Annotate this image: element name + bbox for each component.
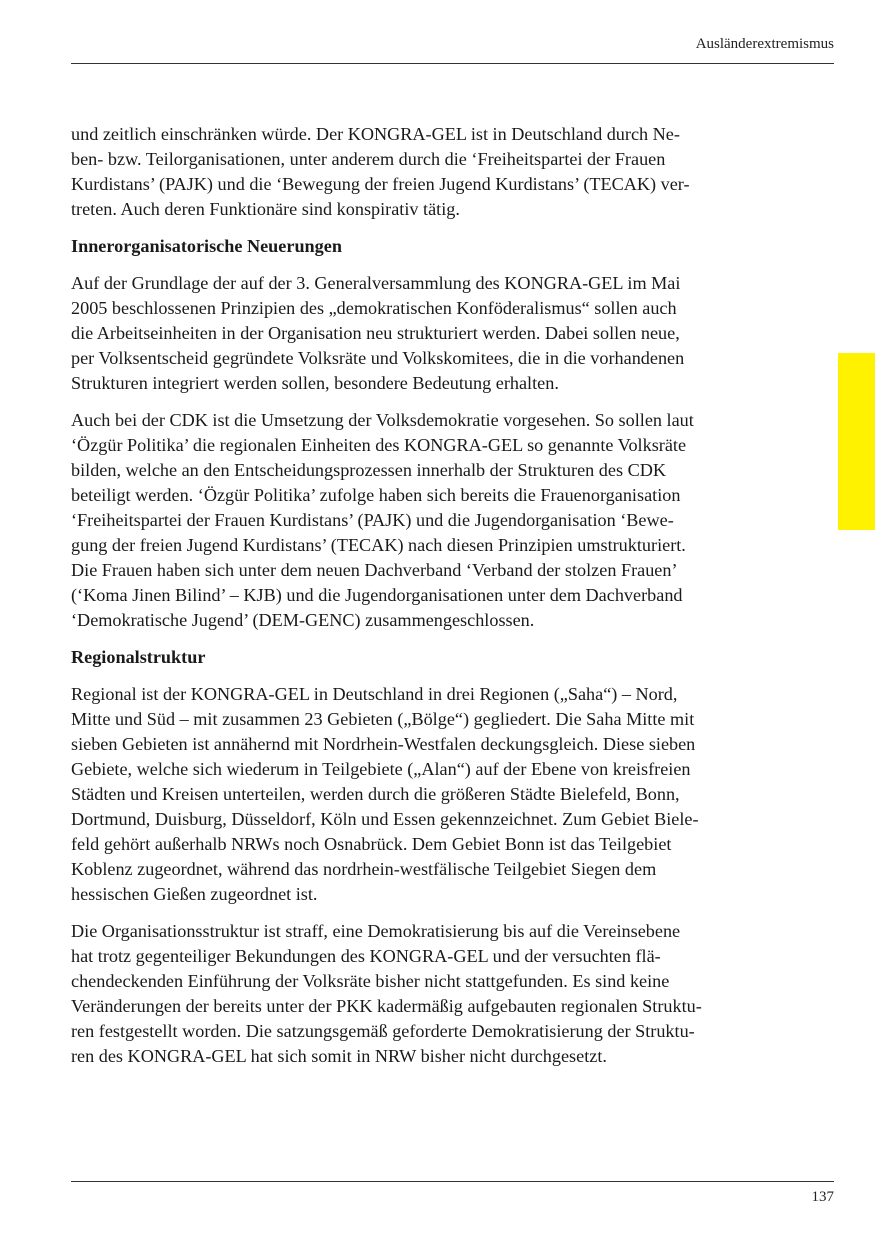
text-line: bilden, welche an den Entscheidungsprozessen innerhalb der Strukturen des CDK — [71, 460, 666, 480]
text-line: Koblenz zugeordnet, während das nordrhein-westfälische Teilgebiet Siegen dem — [71, 859, 657, 879]
text-line: ‘Demokratische Jugend’ (DEM-GENC) zusammengeschlossen. — [71, 610, 535, 630]
text-line: chendeckenden Einführung der Volksräte bisher nicht stattgefunden. Es sind keine — [71, 971, 670, 991]
text-line: Die Organisationsstruktur ist straff, eine Demokratisierung bis auf die Vereinsebene — [71, 921, 681, 941]
paragraph-3 — [71, 408, 791, 633]
text-line: per Volksentscheid gegründete Volksräte und Volkskomitees, die in die vorhandenen — [71, 348, 685, 368]
text-line: (‘Koma Jinen Bilind’ – KJB) und die Jugendorganisationen unter dem Dachverband — [71, 585, 683, 605]
text-line: und zeitlich einschränken würde. Der KONGRA-GEL ist in Deutschland durch Ne- — [71, 124, 680, 144]
text-line: ren des KONGRA-GEL hat sich somit in NRW bisher nicht durchgesetzt. — [71, 1046, 607, 1066]
section-heading-innerorganisatorische-neuerungen: Innerorganisatorische Neuerungen — [71, 236, 342, 256]
text-line: sieben Gebieten ist annähernd mit Nordrhein-Westfalen deckungsgleich. Diese sieben — [71, 734, 696, 754]
text-line: Dortmund, Duisburg, Düsseldorf, Köln und Essen gekennzeichnet. Zum Gebiet Biele- — [71, 809, 699, 829]
paragraph-4 — [71, 682, 791, 907]
text-line: Strukturen integriert werden sollen, besondere Bedeutung erhalten. — [71, 373, 559, 393]
text-line: beteiligt werden. ‘Özgür Politika’ zufolge haben sich bereits die Frauenorganisation — [71, 485, 681, 505]
page-number: 137 — [811, 1189, 834, 1205]
text-line: Veränderungen der bereits unter der PKK kadermäßig aufgebauten regionalen Struktu- — [71, 996, 702, 1016]
text-line: Kurdistans’ (PAJK) und die ‘Bewegung der freien Jugend Kurdistans’ (TECAK) ver- — [71, 174, 690, 194]
text-line: ‘Özgür Politika’ die regionalen Einheiten des KONGRA-GEL so genannte Volksräte — [71, 435, 687, 455]
text-line: Auch bei der CDK ist die Umsetzung der Volksdemokratie vorgesehen. So sollen laut — [71, 410, 694, 430]
text-line: gung der freien Jugend Kurdistans’ (TECAK) nach diesen Prinzipien umstrukturiert. — [71, 535, 686, 555]
section-heading-regionalstruktur: Regionalstruktur — [71, 647, 206, 667]
text-line: Städten und Kreisen unterteilen, werden durch die größeren Städte Bielefeld, Bonn, — [71, 784, 680, 804]
paragraph-5 — [71, 919, 791, 1069]
text-line: Regional ist der KONGRA-GEL in Deutschland in drei Regionen („Saha“) – Nord, — [71, 684, 678, 704]
paragraph-1 — [71, 122, 791, 222]
text-line: Gebiete, welche sich wiederum in Teilgebiete („Alan“) auf der Ebene von kreisfreien — [71, 759, 691, 779]
paragraph-2 — [71, 271, 791, 396]
text-line: feld gehört außerhalb NRWs noch Osnabrück. Dem Gebiet Bonn ist das Teilgebiet — [71, 834, 672, 854]
text-line: hessischen Gießen zugeordnet ist. — [71, 884, 318, 904]
page-body — [71, 122, 791, 1081]
text-line: treten. Auch deren Funktionäre sind konspirativ tätig. — [71, 199, 460, 219]
text-line: Die Frauen haben sich unter dem neuen Dachverband ‘Verband der stolzen Frauen’ — [71, 560, 678, 580]
chapter-tab-marker — [838, 353, 875, 530]
header-rule — [71, 63, 834, 64]
text-line: Mitte und Süd – mit zusammen 23 Gebieten („Bölge“) gegliedert. Die Saha Mitte mit — [71, 709, 695, 729]
footer-rule — [71, 1181, 834, 1182]
text-line: hat trotz gegenteiliger Bekundungen des KONGRA-GEL und der versuchten flä- — [71, 946, 661, 966]
text-line: ren festgestellt worden. Die satzungsgemäß geforderte Demokratisierung der Struktu- — [71, 1021, 695, 1041]
text-line: Auf der Grundlage der auf der 3. Generalversammlung des KONGRA-GEL im Mai — [71, 273, 681, 293]
text-line: 2005 beschlossenen Prinzipien des „demokratischen Konföderalismus“ sollen auch — [71, 298, 677, 318]
text-line: ‘Freiheitspartei der Frauen Kurdistans’ (PAJK) und die Jugendorganisation ‘Bewe- — [71, 510, 674, 530]
running-header-title: Ausländerextremismus — [695, 36, 834, 52]
text-line: die Arbeitseinheiten in der Organisation neu strukturiert werden. Dabei sollen neue, — [71, 323, 680, 343]
text-line: ben- bzw. Teilorganisationen, unter anderem durch die ‘Freiheitspartei der Frauen — [71, 149, 666, 169]
